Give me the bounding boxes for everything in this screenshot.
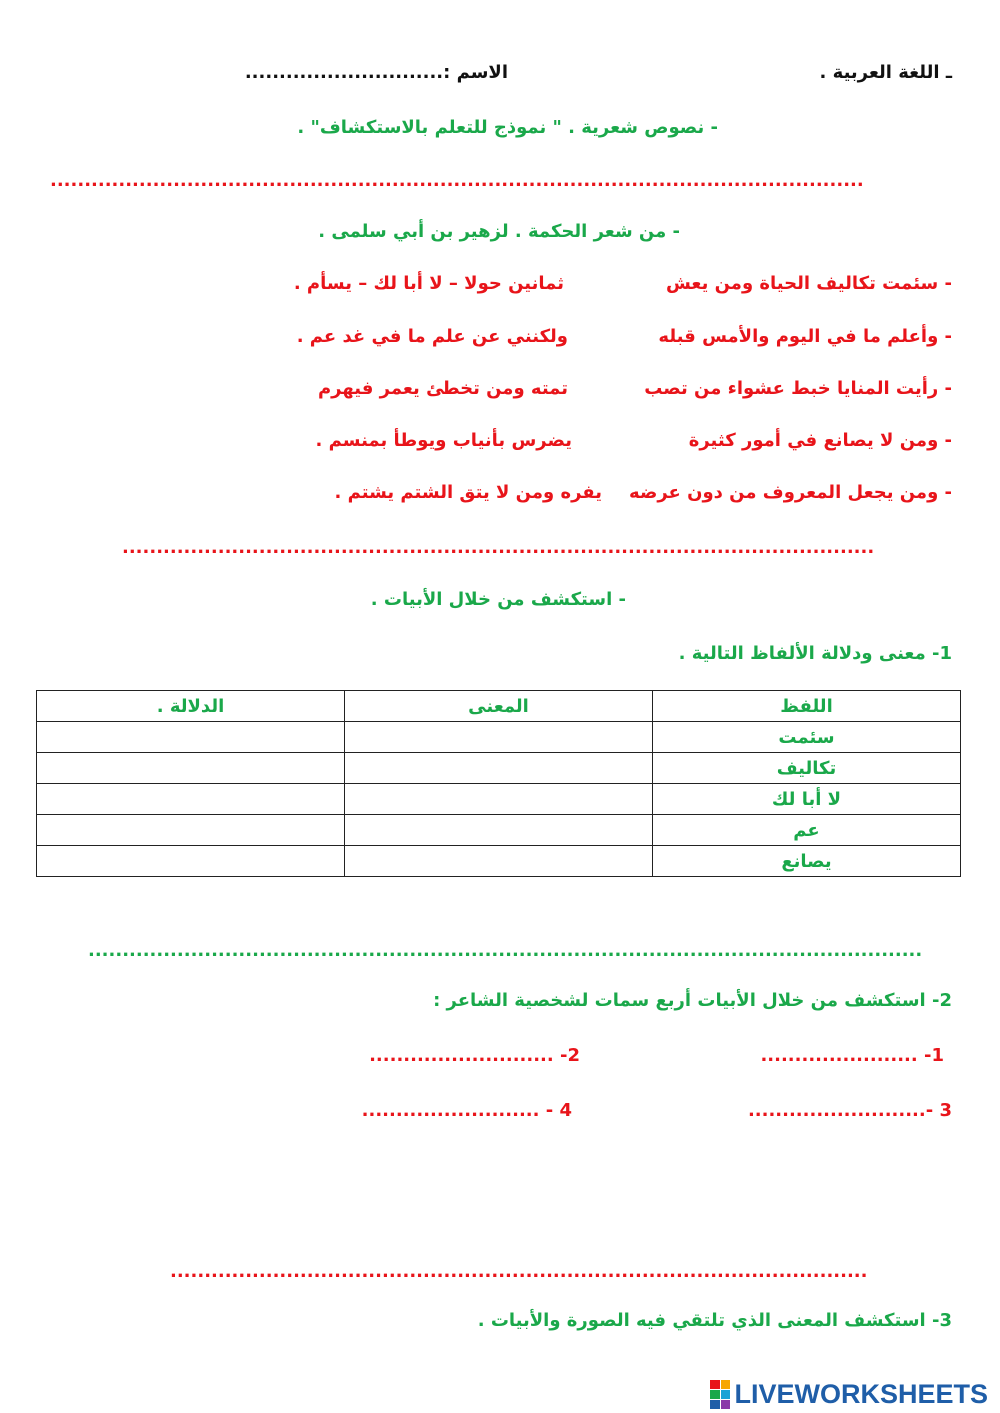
verse-3-first-hemistich: - رأيت المنايا خبط عشواء من تصب — [644, 378, 952, 399]
vocabulary-table — [36, 690, 961, 877]
trait-answer-4[interactable]: 4 - .......................... — [361, 1100, 572, 1121]
lesson-title: - نصوص شعرية . " نموذج للتعلم بالاستكشاف" . — [297, 117, 718, 138]
column-header-significance: الدلالة . — [37, 691, 345, 722]
verse-1-first-hemistich: - سئمت تكاليف الحياة ومن يعش — [665, 273, 952, 294]
meaning-answer-cell[interactable] — [345, 784, 653, 815]
significance-answer-cell[interactable] — [37, 846, 345, 877]
question-1-title: 1- معنى ودلالة الألفاظ التالية . — [678, 643, 952, 664]
poem-intro: - من شعر الحكمة . لزهير بن أبي سلمى . — [318, 221, 680, 242]
meaning-answer-cell[interactable] — [345, 722, 653, 753]
question-3-title: 3- استكشف المعنى الذي تلتقي فيه الصورة والأبيات . — [477, 1310, 952, 1331]
word-cell: عم — [653, 815, 961, 846]
word-cell: سئمت — [653, 722, 961, 753]
verse-2-second-hemistich: ولكنني عن علم ما في غد عم . — [296, 326, 568, 347]
separator-dots: ...................................................................................................... — [170, 1261, 868, 1282]
verse-4-first-hemistich: - ومن لا يصانع في أمور كثيرة — [688, 430, 952, 451]
table-row — [37, 846, 961, 877]
verse-5-second-hemistich: يفره ومن لا يتق الشتم يشتم . — [334, 482, 602, 503]
logo-text: LIVEWORKSHEETS — [734, 1379, 988, 1409]
student-name-field[interactable]: الاسم :............................. — [244, 62, 508, 83]
table-row — [37, 815, 961, 846]
table-row — [37, 753, 961, 784]
trait-answer-2[interactable]: 2- ........................... — [369, 1045, 580, 1066]
meaning-answer-cell[interactable] — [345, 753, 653, 784]
meaning-answer-cell[interactable] — [345, 815, 653, 846]
significance-answer-cell[interactable] — [37, 784, 345, 815]
explore-heading: - استكشف من خلال الأبيات . — [370, 589, 626, 610]
verse-2-first-hemistich: - وأعلم ما في اليوم والأمس قبله — [658, 326, 952, 347]
word-cell: يصانع — [653, 846, 961, 877]
verse-4-second-hemistich: يضرس بأنياب ويوطأ بمنسم . — [315, 430, 572, 451]
subject-label: ـ اللغة العربية . — [819, 62, 952, 83]
separator-dots: ....................................................................................................................... — [50, 170, 864, 191]
question-2-title: 2- استكشف من خلال الأبيات أربع سمات لشخصية الشاعر : — [433, 990, 952, 1011]
liveworksheets-logo — [710, 1379, 988, 1410]
verse-3-second-hemistich: تمته ومن تخطئ يعمر فيهرم — [317, 378, 568, 399]
separator-dots: .......................................................................................................................... — [88, 940, 923, 961]
table-row — [37, 784, 961, 815]
table-header-row — [37, 691, 961, 722]
verse-5-first-hemistich: - ومن يجعل المعروف من دون عرضه — [629, 482, 952, 503]
table-row — [37, 722, 961, 753]
significance-answer-cell[interactable] — [37, 722, 345, 753]
verse-1-second-hemistich: ثمانين حولا – لا أبا لك – يسأم . — [293, 273, 564, 294]
column-header-meaning: المعنى — [345, 691, 653, 722]
trait-answer-1[interactable]: 1- ....................... — [760, 1045, 944, 1066]
word-cell: تكاليف — [653, 753, 961, 784]
separator-dots: .............................................................................................................. — [122, 537, 875, 558]
column-header-word: اللفظ — [653, 691, 961, 722]
trait-answer-3[interactable]: 3 -.......................... — [747, 1100, 952, 1121]
liveworksheets-logo-icon — [710, 1380, 730, 1410]
meaning-answer-cell[interactable] — [345, 846, 653, 877]
word-cell: لا أبا لك — [653, 784, 961, 815]
significance-answer-cell[interactable] — [37, 753, 345, 784]
significance-answer-cell[interactable] — [37, 815, 345, 846]
